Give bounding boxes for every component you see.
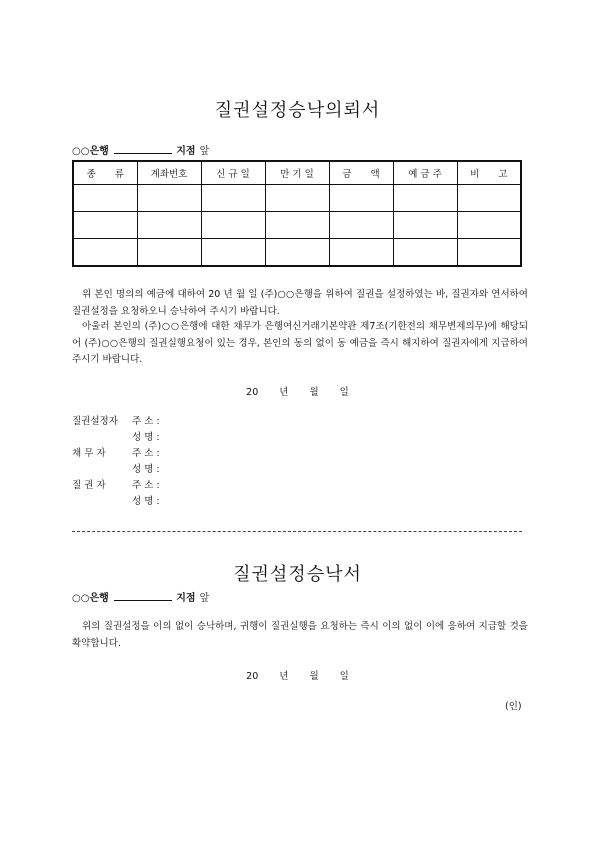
col-header: 계좌번호 — [137, 161, 201, 185]
col-header: 비 고 — [457, 161, 521, 185]
table-cell[interactable] — [329, 212, 393, 239]
bank-name: ○○은행 — [72, 593, 109, 604]
table-cell[interactable] — [393, 239, 457, 267]
table-cell[interactable] — [265, 212, 329, 239]
table-cell[interactable] — [137, 185, 201, 212]
debtor-label: 채 무 자 — [72, 448, 106, 459]
table-cell[interactable] — [457, 185, 521, 212]
pledgor-label: 질권설정자 — [72, 416, 118, 427]
honorific: 앞 — [199, 593, 210, 604]
seal-mark: (인) — [505, 701, 522, 712]
honorific: 앞 — [199, 146, 210, 157]
form2-date: 20 년 월 일 — [246, 671, 349, 682]
table-cell[interactable] — [201, 185, 265, 212]
col-header: 만 기 일 — [265, 161, 329, 185]
repayment-paragraph: 아울러 본인의 (주)○○은행에 대한 채무가 은행여신거래기본약관 제7조(기한전의 채무변제의무)에 해당되어 (주)○○은행의 질권실행요청이 있는 경우, 본인의 동의 없이 동 예금을 즉시 해지하여 질권자에게 지급하여 주시기 바랍니다. — [72, 321, 528, 365]
pledgor-name-label: 성 명 : — [132, 432, 160, 443]
cut-line — [72, 531, 522, 532]
table-cell[interactable] — [457, 212, 521, 239]
signatory-block — [0, 414, 595, 514]
table-cell[interactable] — [393, 212, 457, 239]
branch-label: 지점 — [176, 593, 196, 604]
table-cell[interactable] — [457, 239, 521, 267]
table-header-row — [73, 161, 521, 185]
table-cell[interactable] — [265, 239, 329, 267]
form1-date: 20 년 월 일 — [246, 387, 349, 398]
bank-name: ○○은행 — [72, 146, 109, 157]
pledgee-name-label: 성 명 : — [132, 496, 160, 507]
debtor-name-label: 성 명 : — [132, 464, 160, 475]
table-cell[interactable] — [201, 239, 265, 267]
col-header: 금 액 — [329, 161, 393, 185]
branch-blank — [114, 144, 172, 154]
table-cell[interactable] — [329, 185, 393, 212]
col-header: 예 금 주 — [393, 161, 457, 185]
col-header: 신 규 일 — [201, 161, 265, 185]
table-cell[interactable] — [137, 239, 201, 267]
consent-paragraph: 위의 질권설정을 이의 없이 승낙하며, 귀행이 질권실행을 요청하는 즉시 이의 없이 이에 응하여 지급할 것을 확약합니다. — [72, 621, 528, 649]
request-paragraph: 위 본인 명의의 예금에 대하여 20 년 월 일 (주)○○은행을 위하여 질권을 설정하였는 바, 질권자와 연서하여 질권설정을 요청하오니 승낙하여 주시기 바랍니다. — [72, 289, 528, 317]
deposit-table — [72, 160, 522, 267]
table-cell[interactable] — [329, 239, 393, 267]
table-cell[interactable] — [265, 185, 329, 212]
table-row — [73, 239, 521, 267]
table-cell[interactable] — [73, 212, 137, 239]
pledgor-address-label: 주 소 : — [132, 416, 160, 427]
pledgee-label: 질 권 자 — [72, 480, 106, 491]
table-row — [73, 185, 521, 212]
branch-label: 지점 — [176, 146, 196, 157]
table-cell[interactable] — [73, 185, 137, 212]
form2-title: 질권설정승낙서 — [233, 564, 362, 585]
table-cell[interactable] — [73, 239, 137, 267]
table-row — [73, 212, 521, 239]
table-cell[interactable] — [393, 185, 457, 212]
form1-title: 질권설정승낙의뢰서 — [214, 100, 381, 121]
pledgee-address-label: 주 소 : — [132, 480, 160, 491]
table-cell[interactable] — [201, 212, 265, 239]
form2-addressee — [72, 589, 209, 604]
debtor-address-label: 주 소 : — [132, 448, 160, 459]
col-header: 종 류 — [73, 161, 137, 185]
form1-addressee — [72, 142, 209, 157]
table-cell[interactable] — [137, 212, 201, 239]
branch-blank — [114, 591, 172, 601]
